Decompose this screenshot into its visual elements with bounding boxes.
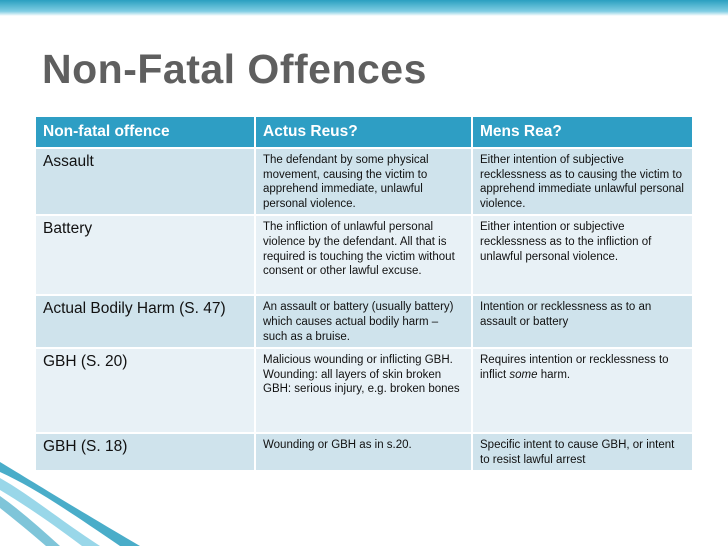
offences-table <box>36 117 692 470</box>
offence-name: Assault <box>36 148 255 215</box>
table-row-gbh-s20 <box>36 348 692 433</box>
mens-rea-cell: Specific intent to cause GBH, or intent to resist lawful arrest <box>472 433 692 470</box>
table-row-battery <box>36 215 692 295</box>
slide-title: Non-Fatal Offences <box>42 46 427 92</box>
offence-name: GBH (S. 20) <box>36 348 255 433</box>
mens-rea-cell <box>472 348 692 433</box>
header-offence: Non-fatal offence <box>36 117 255 148</box>
mens-rea-text: harm. <box>537 368 571 381</box>
bottom-left-decoration <box>0 450 140 546</box>
header-mens-rea: Mens Rea? <box>472 117 692 148</box>
actus-reus-cell: An assault or battery (usually battery) which causes actual bodily harm – such as a bruise. <box>255 295 472 348</box>
table-row-assault <box>36 148 692 215</box>
table-header-row <box>36 117 692 148</box>
mens-rea-cell: Either intention of subjective recklessness as to causing the victim to apprehend immediate unlawful personal violence. <box>472 148 692 215</box>
offence-name: Battery <box>36 215 255 295</box>
mens-rea-emphasis: some <box>509 368 538 381</box>
table-row-abh <box>36 295 692 348</box>
mens-rea-text: Requires intention or recklessness to inflict <box>480 354 669 381</box>
actus-reus-line: GBH: serious injury, e.g. broken bones <box>263 383 460 396</box>
mens-rea-cell: Intention or recklessness as to an assault or battery <box>472 295 692 348</box>
actus-reus-cell <box>255 348 472 433</box>
top-decorative-bar <box>0 0 728 16</box>
actus-reus-cell: The defendant by some physical movement, causing the victim to apprehend immediate, unlawful personal violence. <box>255 148 472 215</box>
actus-reus-cell: Wounding or GBH as in s.20. <box>255 433 472 470</box>
actus-reus-line: Malicious wounding or inflicting GBH. Wounding: all layers of skin broken <box>263 354 453 381</box>
header-actus-reus: Actus Reus? <box>255 117 472 148</box>
offence-name: GBH (S. 18) <box>36 433 255 470</box>
offence-name: Actual Bodily Harm (S. 47) <box>36 295 255 348</box>
mens-rea-cell: Either intention or subjective recklessness as to the infliction of unlawful personal violence. <box>472 215 692 295</box>
actus-reus-cell: The infliction of unlawful personal violence by the defendant. All that is required is touching the victim without consent or other lawful excuse. <box>255 215 472 295</box>
